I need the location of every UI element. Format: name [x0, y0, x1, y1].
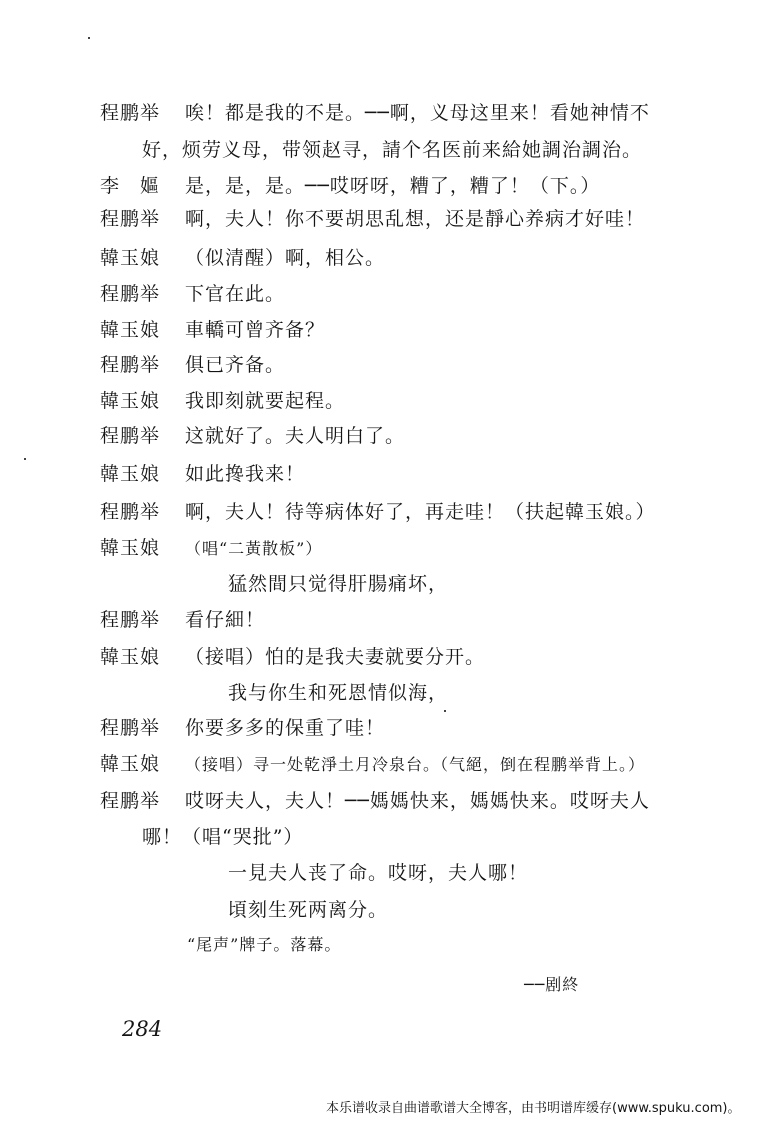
- dialogue-text: 这就好了。夫人明白了。: [185, 425, 406, 447]
- script-line: [100, 282, 285, 306]
- script-line: [100, 462, 305, 486]
- script-line: [100, 101, 650, 125]
- source-footer: 本乐谱收录自曲谱歌谱大全博客，由书明谱库缓存(www.spuku.com)。: [326, 1101, 741, 1116]
- speaker-name: 韓玉娘: [100, 390, 161, 412]
- dialogue-text: 看仔細！: [185, 609, 266, 631]
- dialogue-text: 啊，夫人！待等病体好了，再走哇！（扶起韓玉娘。）: [185, 501, 656, 523]
- speaker-name: 韓玉娘: [100, 646, 161, 668]
- script-line: [100, 789, 650, 813]
- dialogue-text: 唉！都是我的不是。──啊，义母这里来！看她神情不: [185, 102, 650, 124]
- sung-verse: 一見夫人丧了命。哎呀，夫人哪！: [228, 862, 529, 884]
- speaker-name: 李 嫗: [100, 175, 161, 197]
- script-line: [100, 536, 322, 561]
- speaker-name: 韓玉娘: [100, 537, 161, 559]
- script-line: [100, 174, 600, 198]
- dialogue-text: （似清醒）啊，相公。: [185, 247, 386, 269]
- dialogue-continuation: 哪！（唱“哭批”）: [142, 826, 304, 848]
- script-line: [100, 246, 385, 270]
- speaker-name: 程鹏举: [100, 609, 161, 631]
- script-line: [100, 500, 656, 524]
- speaker-name: 程鹏举: [100, 425, 161, 447]
- page-number: 284: [122, 1017, 163, 1041]
- script-line: [100, 207, 645, 231]
- dialogue-text: 車轎可曾齐备？: [185, 319, 326, 341]
- scan-speck: [24, 458, 26, 460]
- speaker-name: 程鹏举: [100, 208, 161, 230]
- dialogue-text: 俱已齐备。: [185, 354, 286, 376]
- dialogue-text: 你要多多的保重了哇！: [185, 717, 386, 739]
- speaker-name: 程鹏举: [100, 102, 161, 124]
- speaker-name: 韓玉娘: [100, 319, 161, 341]
- sung-verse: 猛然間只觉得肝腸痛坏，: [228, 573, 449, 595]
- scan-speck: [444, 710, 446, 712]
- script-line: [100, 752, 645, 777]
- dialogue-text: 我即刻就要起程。: [185, 390, 346, 412]
- dialogue-text: 哎呀夫人，夫人！──媽媽快来，媽媽快来。哎呀夫人: [185, 790, 650, 812]
- speaker-name: 韓玉娘: [100, 463, 161, 485]
- script-line: [100, 716, 385, 740]
- dialogue-text: 是，是，是。──哎呀呀，糟了，糟了！（下。）: [185, 175, 601, 197]
- speaker-name: 程鹏举: [100, 717, 161, 739]
- script-line: [100, 389, 345, 413]
- scan-speck: [88, 37, 90, 39]
- script-line: [100, 645, 485, 669]
- script-line: [100, 608, 265, 632]
- sung-verse: 我与你生和死恩情似海，: [228, 682, 449, 704]
- stage-direction: “尾声”牌子。落幕。: [187, 935, 342, 954]
- speaker-name: 韓玉娘: [100, 247, 161, 269]
- speaker-name: 程鹏举: [100, 354, 161, 376]
- speaker-name: 程鹏举: [100, 790, 161, 812]
- dialogue-text: （接唱）怕的是我夫妻就要分开。: [185, 646, 486, 668]
- sung-verse: 頃刻生死两离分。: [228, 899, 389, 921]
- script-line: [100, 353, 285, 377]
- dialogue-text: 如此搀我来！: [185, 463, 306, 485]
- speaker-name: 程鹏举: [100, 283, 161, 305]
- script-line: [100, 424, 405, 448]
- speaker-name: 韓玉娘: [100, 753, 161, 775]
- script-line: [100, 318, 325, 342]
- speaker-name: 程鹏举: [100, 501, 161, 523]
- dialogue-text: 啊，夫人！你不要胡思乱想，还是靜心养病才好哇！: [185, 208, 646, 230]
- stage-direction: （唱“二黃散板”）: [185, 539, 323, 558]
- dialogue-text: （接唱）寻一处乾淨土月冷泉台。（气絕，倒在程鹏举背上。）: [185, 755, 646, 774]
- dialogue-text: 下官在此。: [185, 283, 286, 305]
- play-ending-mark: ──剧終: [524, 975, 580, 994]
- dialogue-continuation: 好，烦劳义母，带领赵寻，請个名医前来給她調治調治。: [142, 139, 643, 161]
